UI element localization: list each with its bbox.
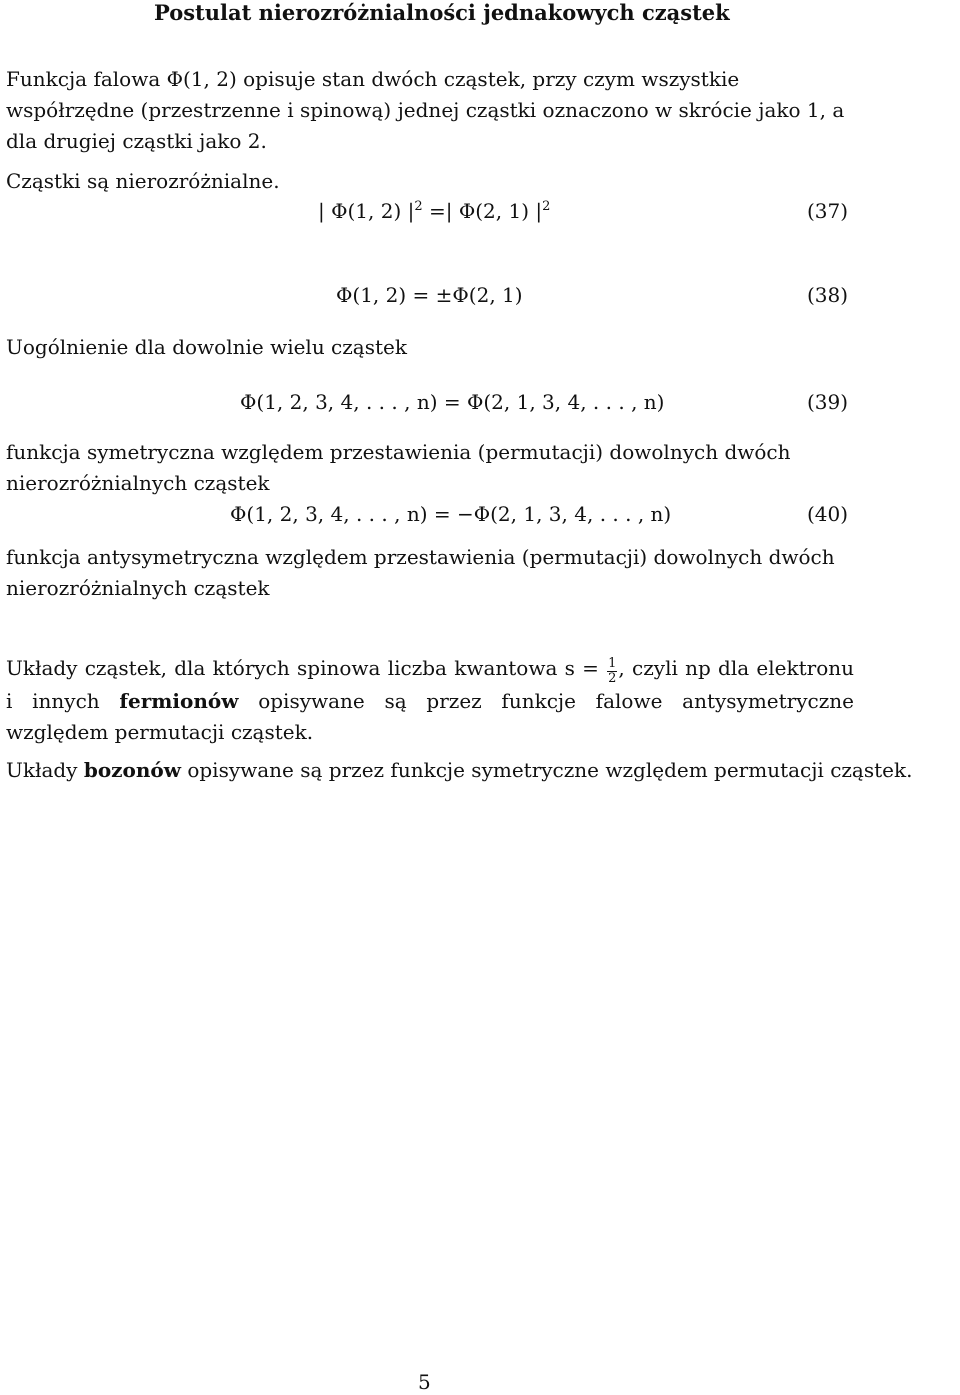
equation-40: Φ(1, 2, 3, 4, . . . , n) = −Φ(2, 1, 3, 4, . . . , n)	[230, 502, 672, 526]
fermions-term: fermionów	[119, 689, 239, 714]
intro-paragraph: Funkcja falowa Φ(1, 2) opisuje stan dwóch cząstek, przy czym wszystkie współrzędne (przestrzenne i spinową) jednej cząstki oznaczono w skrócie jako 1, a dla drugiej cząstki jako 2.	[6, 67, 845, 153]
one-half-fraction	[607, 657, 617, 686]
fermion-text-3: opisywane są przez funkcje falowe antysymetryczne względem permutacji cząstek.	[6, 689, 854, 745]
indistinguishable-label: Cząstki są nierozróżnialne.	[6, 169, 280, 193]
antisymmetric-description: funkcja antysymetryczna względem przestawienia (permutacji) dowolnych dwóch nierozróżnialnych cząstek	[6, 545, 835, 600]
symmetric-description: funkcja symetryczna względem przestawienia (permutacji) dowolnych dwóch nierozróżnialnych cząstek	[6, 440, 791, 495]
boson-text-2: opisywane są przez funkcje symetryczne względem permutacji cząstek.	[180, 758, 913, 782]
generalization-label: Uogólnienie dla dowolnie wielu cząstek	[6, 335, 407, 359]
equation-37	[318, 197, 550, 225]
fraction-numerator: 1	[608, 656, 617, 672]
boson-text-1: Układy	[6, 758, 84, 782]
page-number: 5	[418, 1370, 431, 1394]
equation-38: Φ(1, 2) = ±Φ(2, 1)	[336, 283, 523, 307]
equation-39: Φ(1, 2, 3, 4, . . . , n) = Φ(2, 1, 3, 4, . . . , n)	[240, 390, 665, 414]
equation-37-number: (37)	[806, 199, 848, 223]
equation-39-number: (39)	[806, 390, 848, 414]
eq37-exponent-1: 2	[414, 199, 423, 214]
fraction-denominator: 2	[608, 671, 617, 687]
fermion-paragraph	[6, 653, 854, 748]
fermion-text-2: , czyli np dla elektronu i innych	[6, 656, 855, 714]
equation-40-number: (40)	[806, 502, 848, 526]
equation-38-number: (38)	[806, 283, 848, 307]
section-title: Postulat nierozróżnialności jednakowych cząstek	[154, 0, 730, 25]
eq37-mid: =| Φ(2, 1) |	[422, 199, 543, 223]
bosons-term: bozonów	[83, 758, 181, 782]
boson-paragraph	[6, 755, 956, 786]
eq37-lhs: | Φ(1, 2) |	[318, 199, 415, 223]
eq37-exponent-2: 2	[542, 199, 551, 214]
fermion-text-1: Układy cząstek, dla których spinowa liczba kwantowa s =	[6, 656, 607, 680]
